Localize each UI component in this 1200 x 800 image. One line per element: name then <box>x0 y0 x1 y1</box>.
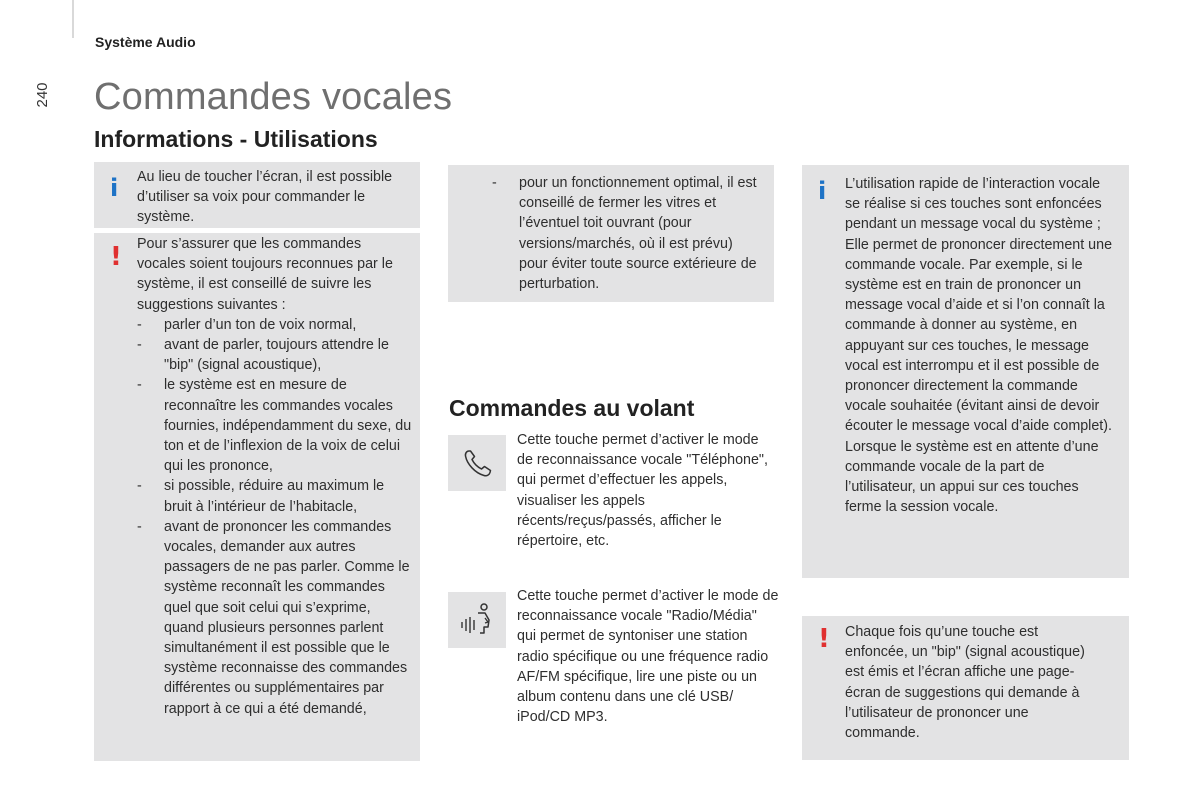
list-item: - pour un fonctionnement optimal, il est conseillé de fermer les vitres et l’éventuel toit ouvrant (pour versions/marchés, où il est prévu) pour éviter toute source extérieure de perturbation. <box>490 173 760 294</box>
warning-intro: Pour s’assurer que les commandes vocales soient toujours reconnues par le système, il est conseillé de suivre les suggestions suivantes : <box>137 236 393 313</box>
phone-icon <box>461 446 495 485</box>
warning-icon: ! <box>818 624 830 654</box>
list-item: - si possible, réduire au maximum le bruit à l’intérieur de l’habitacle, <box>135 476 412 516</box>
suggestion-list <box>135 315 412 719</box>
info-text: Au lieu de toucher l’écran, il est possible d’utiliser sa voix pour commander le système. <box>137 169 393 226</box>
list-item: - le système est en mesure de reconnaître les commandes vocales fournies, indépendamment du sexe, du ton et de l’inflexion de la voix de celui qui les prononce, <box>135 375 412 476</box>
continued-box <box>448 165 774 302</box>
page-number: 240 <box>34 82 51 108</box>
continued-list <box>490 173 760 294</box>
voice-control-text: Cette touche permet d’activer le mode de reconnaissance vocale "Radio/Média" qui permet de syntoniser une station radio spécifique ou une fréquence radio AF/FM spécifique, lire une piste ou un album contenu dans une clé USB/ iPod/CD MP3. <box>517 588 779 726</box>
list-item: - avant de prononcer les commandes vocales, demander aux autres passagers de ne pas parler. Comme le système reconnaît les commandes quel que soit celui qui s’exprime, quand plusieurs personnes parlent simultanément il est possible que le système reconnaisse des commandes différentes ou supplémentaires par rapport à ce qui a été demandé, <box>135 517 412 719</box>
warning-beep-text: Chaque fois qu’une touche est enfoncée, un "bip" (signal acoustique) est émis et l’écran affiche une page-écran de suggestions qui demande à l’utilisateur de prononcer une commande. <box>845 624 1085 742</box>
phone-button-illustration <box>448 435 506 491</box>
warning-box-beep <box>802 616 1129 760</box>
list-item: - avant de parler, toujours attendre le "bip" (signal acoustique), <box>135 335 412 375</box>
section-subtitle: Informations - Utilisations <box>94 126 378 152</box>
warning-icon: ! <box>110 242 122 272</box>
warning-content <box>137 234 412 719</box>
section-label: Système Audio <box>95 34 196 50</box>
voice-button-illustration <box>448 592 506 648</box>
voice-command-icon <box>459 600 497 645</box>
info-box <box>94 162 420 228</box>
warning-box <box>94 233 420 761</box>
steering-controls-title: Commandes au volant <box>449 395 695 421</box>
margin-line <box>72 0 74 38</box>
list-item: - parler d’un ton de voix normal, <box>135 315 412 335</box>
info-box-quick <box>802 165 1129 578</box>
info-quick-text: L’utilisation rapide de l’interaction vocale se réalise si ces touches sont enfoncées pendant un message vocal du système ; Elle permet de prononcer directement une commande vocale. Par exemple, si le système est en train de prononcer un message vocal d’aide et si l’on connaît la commande à donner au système, en appuyant sur ces touches, le message vocal est interrompu et il est possible de prononcer directement la commande vocale souhaitée (évitant ainsi de devoir écouter le message vocal d’aide complet). Lorsque le système est en attente d’une commande vocale de la part de l’utilisateur, un appui sur ces touches ferme la session vocale. <box>845 176 1113 516</box>
info-icon: i <box>110 174 119 202</box>
info-icon: i <box>818 177 827 205</box>
phone-control-text: Cette touche permet d’activer le mode de reconnaissance vocale "Téléphone", qui permet d’effectuer les appels, visualiser les appels récents/reçus/passés, afficher le répertoire, etc. <box>517 432 768 550</box>
page-title: Commandes vocales <box>94 76 453 118</box>
